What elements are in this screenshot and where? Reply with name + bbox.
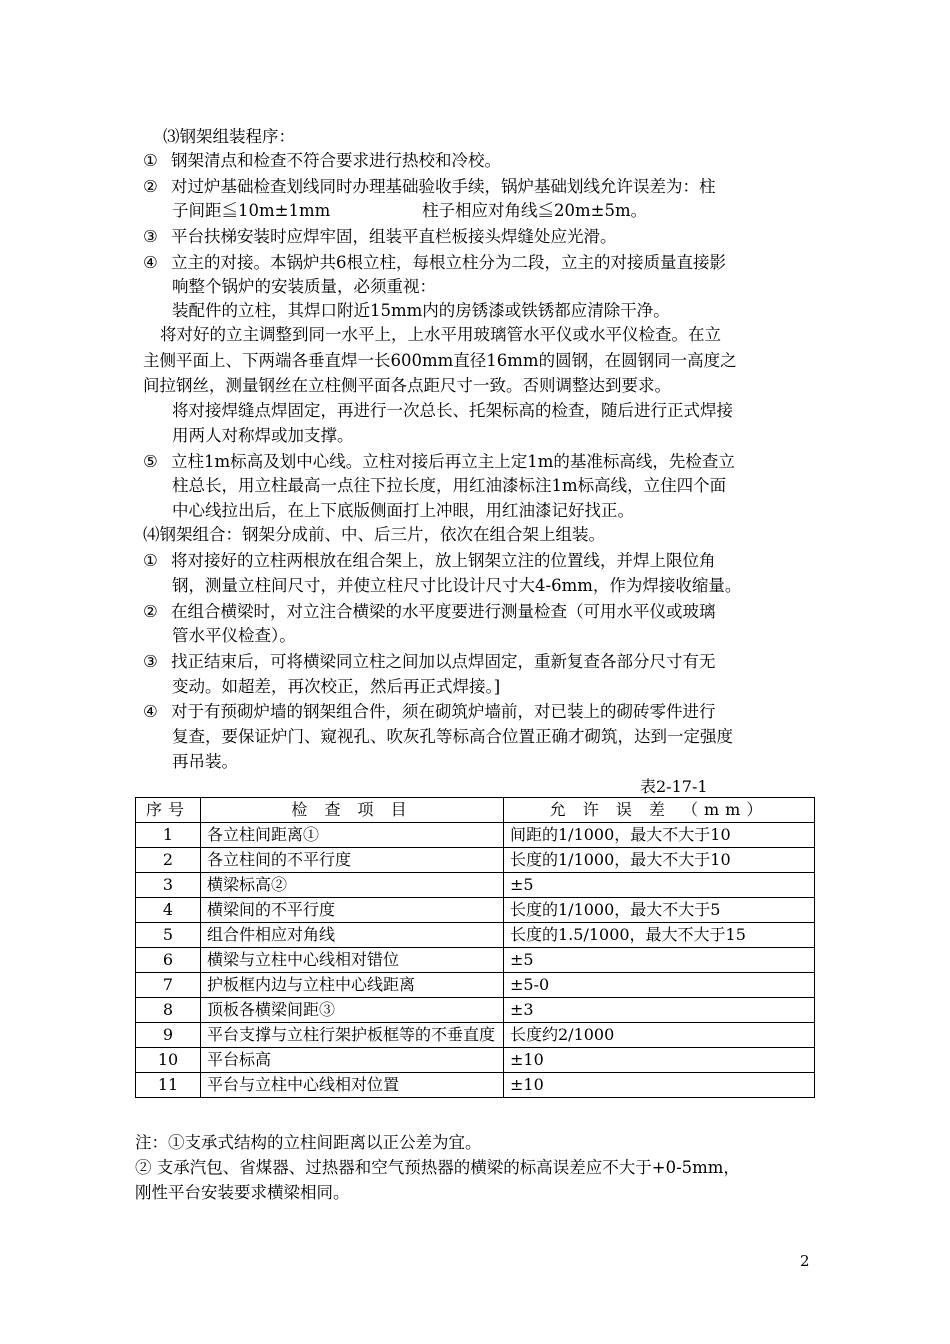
cell-no: 10 bbox=[136, 1048, 201, 1073]
item-text: 立柱1m标高及划中心线。立柱对接后再立主上定1m的基准标高线，先检查立 bbox=[171, 452, 735, 471]
cell-item: 平台标高 bbox=[201, 1048, 504, 1073]
cell-tolerance: 长度约2/1000 bbox=[504, 1023, 815, 1048]
item-number: ③ bbox=[143, 652, 158, 671]
cell-tolerance: 间距的1/1000，最大不大于10 bbox=[504, 823, 815, 848]
cell-tolerance: 长度的1/1000，最大不大于5 bbox=[504, 898, 815, 923]
item-text: 在组合横梁时，对立注合横梁的水平度要进行测量检查（可用水平仪或玻璃 bbox=[171, 602, 716, 621]
cell-tolerance: ±5 bbox=[504, 873, 815, 898]
list-item bbox=[143, 550, 716, 572]
table-row bbox=[136, 898, 815, 923]
list-item bbox=[143, 150, 501, 172]
paragraph-line: 主侧平面上、下两端各垂直焊一长600mm直径16mm的圆钢，在圆钢同一高度之 bbox=[143, 351, 737, 370]
table-note-2-continued: 刚性平台安装要求横梁相同。 bbox=[135, 1183, 350, 1202]
cell-tolerance: ±10 bbox=[504, 1048, 815, 1073]
cell-tolerance: ±5-0 bbox=[504, 973, 815, 998]
page-number: 2 bbox=[800, 1252, 810, 1270]
table-row bbox=[136, 923, 815, 948]
paragraph-line: 间拉钢丝，测量钢丝在立柱侧平面各点距尺寸一致。否则调整达到要求。 bbox=[143, 376, 671, 395]
table-row bbox=[136, 823, 815, 848]
cell-item: 各立柱间的不平行度 bbox=[201, 848, 504, 873]
list-item bbox=[143, 601, 716, 623]
table-header-row bbox=[136, 798, 815, 823]
list-item bbox=[143, 701, 716, 723]
header-no: 序号 bbox=[136, 798, 201, 823]
item-text-continued: 复查，要保证炉门、窥视孔、吹灰孔等标高合位置正确才砌筑，达到一定强度 bbox=[172, 727, 733, 746]
item-number: ⑤ bbox=[143, 452, 158, 471]
cell-tolerance: ±3 bbox=[504, 998, 815, 1023]
list-item bbox=[143, 252, 726, 274]
table-row bbox=[136, 998, 815, 1023]
table-row bbox=[136, 848, 815, 873]
item-text: 立主的对接。本锅炉共6根立柱，每根立柱分为二段，立主的对接质量直接影 bbox=[171, 253, 727, 272]
item-number: ② bbox=[143, 602, 158, 621]
header-item: 检 查 项 目 bbox=[201, 798, 504, 823]
cell-no: 6 bbox=[136, 948, 201, 973]
list-item bbox=[143, 176, 716, 198]
header-tolerance: 允 许 误 差 （mm） bbox=[504, 798, 815, 823]
item-number: ④ bbox=[143, 253, 158, 272]
table-row bbox=[136, 1023, 815, 1048]
cell-tolerance: 长度的1.5/1000，最大不大于15 bbox=[504, 923, 815, 948]
cell-no: 2 bbox=[136, 848, 201, 873]
cell-item: 平台与立柱中心线相对位置 bbox=[201, 1073, 504, 1098]
cell-tolerance: ±10 bbox=[504, 1073, 815, 1098]
item-text-continued: 柱子相应对角线≦20m±5m。 bbox=[422, 201, 648, 220]
item-text: 钢架清点和检查不符合要求进行热校和冷校。 bbox=[171, 151, 502, 170]
list-item bbox=[143, 226, 617, 248]
cell-no: 11 bbox=[136, 1073, 201, 1098]
cell-no: 4 bbox=[136, 898, 201, 923]
item-text: 平台扶梯安装时应焊牢固，组装平直栏板接头焊缝处应光滑。 bbox=[171, 227, 617, 246]
item-text: 对过炉基础检查划线同时办理基础验收手续，锅炉基础划线允许误差为：柱 bbox=[171, 177, 716, 196]
cell-item: 组合件相应对角线 bbox=[201, 923, 504, 948]
list-item bbox=[143, 651, 716, 673]
item-text: 对于有预砌炉墙的钢架组合件，须在砌筑炉墙前，对已装上的砌砖零件进行 bbox=[171, 702, 716, 721]
item-number: ③ bbox=[143, 227, 158, 246]
table-note-1: 注：①支承式结构的立柱间距离以正公差为宜。 bbox=[135, 1133, 482, 1152]
item-number: ① bbox=[143, 551, 158, 570]
cell-no: 1 bbox=[136, 823, 201, 848]
item-text-continued: 中心线拉出后，在上下底版侧面打上冲眼，用红油漆记好找正。 bbox=[172, 501, 634, 520]
cell-item: 横梁标高② bbox=[201, 873, 504, 898]
cell-item: 顶板各横梁间距③ bbox=[201, 998, 504, 1023]
item-text: 找正结束后，可将横梁同立柱之间加以点焊固定，重新复查各部分尺寸有无 bbox=[171, 652, 716, 671]
cell-tolerance: 长度的1/1000，最大不大于10 bbox=[504, 848, 815, 873]
section-4-title: ⑷钢架组合：钢架分成前、中、后三片，依次在组合架上组装。 bbox=[143, 525, 605, 544]
item-text-continued: 子间距≦10m±1mm bbox=[172, 201, 331, 220]
table-row bbox=[136, 873, 815, 898]
item-text-continued: 钢，测量立柱间尺寸，并使立柱尺寸比设计尺寸大4-6mm，作为焊接收缩量。 bbox=[172, 576, 742, 595]
table-caption: 表2-17-1 bbox=[640, 777, 708, 796]
cell-item: 横梁间的不平行度 bbox=[201, 898, 504, 923]
cell-no: 9 bbox=[136, 1023, 201, 1048]
paragraph-line: 用两人对称焊或加支撑。 bbox=[172, 426, 354, 445]
cell-tolerance: ±5 bbox=[504, 948, 815, 973]
tolerance-table bbox=[135, 797, 815, 1098]
cell-no: 8 bbox=[136, 998, 201, 1023]
table-row bbox=[136, 948, 815, 973]
cell-no: 5 bbox=[136, 923, 201, 948]
table-row bbox=[136, 1048, 815, 1073]
table-row bbox=[136, 973, 815, 998]
section-3-title: ⑶钢架组装程序： bbox=[163, 127, 295, 146]
item-text-continued: 管水平仪检查）。 bbox=[172, 626, 296, 645]
list-item bbox=[143, 451, 735, 473]
cell-item: 各立柱间距离① bbox=[201, 823, 504, 848]
cell-item: 平台支撑与立柱行架护板框等的不垂直度 bbox=[201, 1023, 504, 1048]
item-text-continued: 再吊装。 bbox=[172, 752, 238, 771]
cell-no: 7 bbox=[136, 973, 201, 998]
item-number: ② bbox=[143, 177, 158, 196]
table-row bbox=[136, 1073, 815, 1098]
item-text-continued: 柱总长，用立柱最高一点往下拉长度，用红油漆标注1m标高线，立住四个面 bbox=[172, 476, 727, 495]
item-number: ① bbox=[143, 151, 158, 170]
table-note-2: ② 支承汽包、省煤器、过热器和空气预热器的横梁的标高误差应不大于+0-5mm， bbox=[135, 1158, 740, 1177]
cell-item: 护板框内边与立柱中心线距离 bbox=[201, 973, 504, 998]
item-text-continued: 变动。如超差，再次校正，然后再正式焊接。] bbox=[172, 677, 501, 696]
paragraph-line: 将对接焊缝点焊固定，再进行一次总长、托架标高的检查，随后进行正式焊接 bbox=[172, 401, 733, 420]
cell-item: 横梁与立柱中心线相对错位 bbox=[201, 948, 504, 973]
item-text-continued: 响整个锅炉的安装质量，必须重视： bbox=[172, 277, 436, 296]
paragraph-line: 将对好的立主调整到同一水平上，上水平用玻璃管水平仪或水平仪检查。在立 bbox=[160, 325, 721, 344]
cell-no: 3 bbox=[136, 873, 201, 898]
item-number: ④ bbox=[143, 702, 158, 721]
item-text-continued: 装配件的立柱，其焊口附近15mm内的房锈漆或铁锈都应清除干净。 bbox=[172, 301, 670, 320]
item-text: 将对接好的立柱两根放在组合架上，放上钢架立注的位置线，并焊上限位角 bbox=[171, 551, 716, 570]
